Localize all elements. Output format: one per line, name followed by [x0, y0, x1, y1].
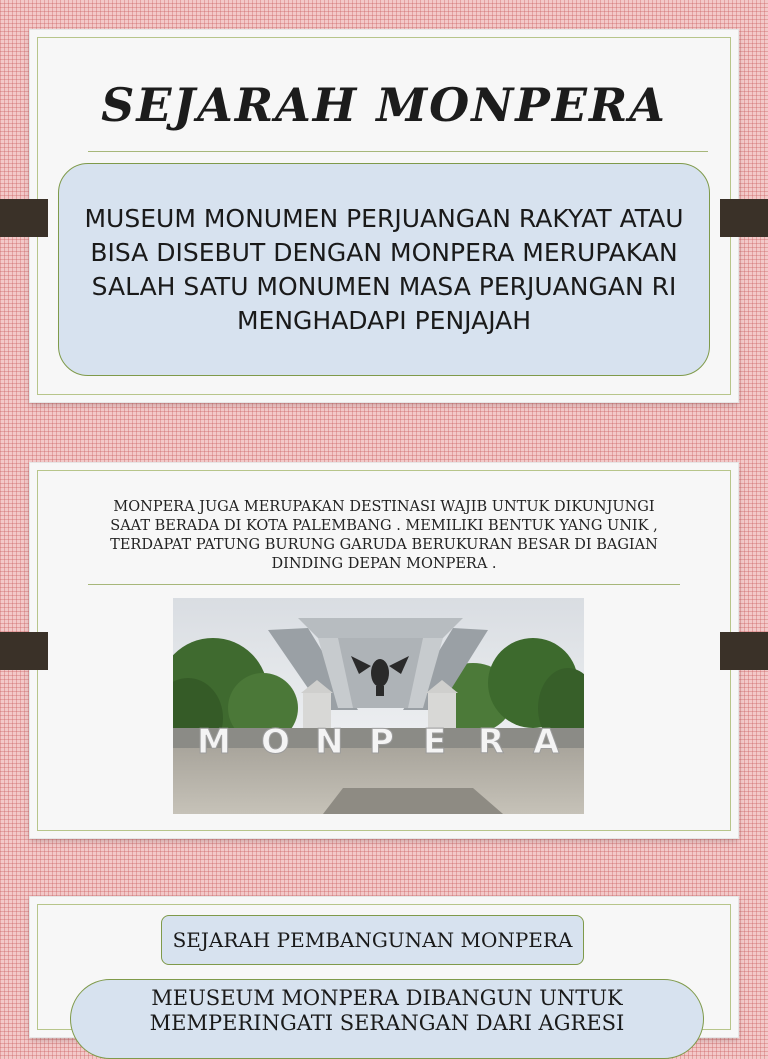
binder-tab-right-2: [720, 632, 768, 670]
binder-tab-left-2: [0, 632, 48, 670]
binder-tab-left-1: [0, 199, 48, 237]
title-divider: [88, 151, 708, 152]
binder-tab-right-1: [720, 199, 768, 237]
intro-text: MUSEUM MONUMEN PERJUANGAN RAKYAT ATAU BISA DISEBUT DENGAN MONPERA MERUPAKAN SALAH SATU MONUMEN MASA PERJUANGAN RI MENGHADAPI PENJAJAH: [84, 203, 684, 335]
photo-letter-p: P: [369, 722, 394, 762]
photo-letter-o: O: [261, 722, 290, 762]
subtitle-text: SEJARAH PEMBANGUNAN MONPERA: [172, 928, 573, 952]
photo-letter-a: A: [533, 722, 560, 762]
description-divider: [88, 584, 680, 585]
photo-letter-n: N: [315, 722, 344, 762]
monpera-photo-illustration: [173, 598, 584, 814]
description-text: MONPERA JUGA MERUPAKAN DESTINASI WAJIB UNTUK DIKUNJUNGI SAAT BERADA DI KOTA PALEMBANG . MEMILIKI BENTUK YANG UNIK , TERDAPAT PATUNG BURUNG GARUDA BERUKURAN BESAR DI BAGIAN DINDING DEPAN MONPERA .: [110, 499, 658, 572]
slide-card-3: [30, 897, 738, 1037]
photo-letter-e: E: [423, 722, 447, 762]
slide-card-1: [30, 30, 738, 402]
photo-letter-r: R: [478, 722, 505, 762]
body-text-box: [70, 979, 704, 1059]
photo-letter-m: M: [197, 722, 231, 762]
body-text: MEUSEUM MONPERA DIBANGUN UNTUK MEMPERINGATI SERANGAN DARI AGRESI: [149, 986, 625, 1035]
subtitle-box: [161, 915, 584, 965]
slide-title: SEJARAH MONPERA: [101, 78, 667, 132]
monpera-photo: [173, 598, 584, 814]
intro-text-box: [58, 163, 710, 376]
slide-card-2: [30, 463, 738, 838]
